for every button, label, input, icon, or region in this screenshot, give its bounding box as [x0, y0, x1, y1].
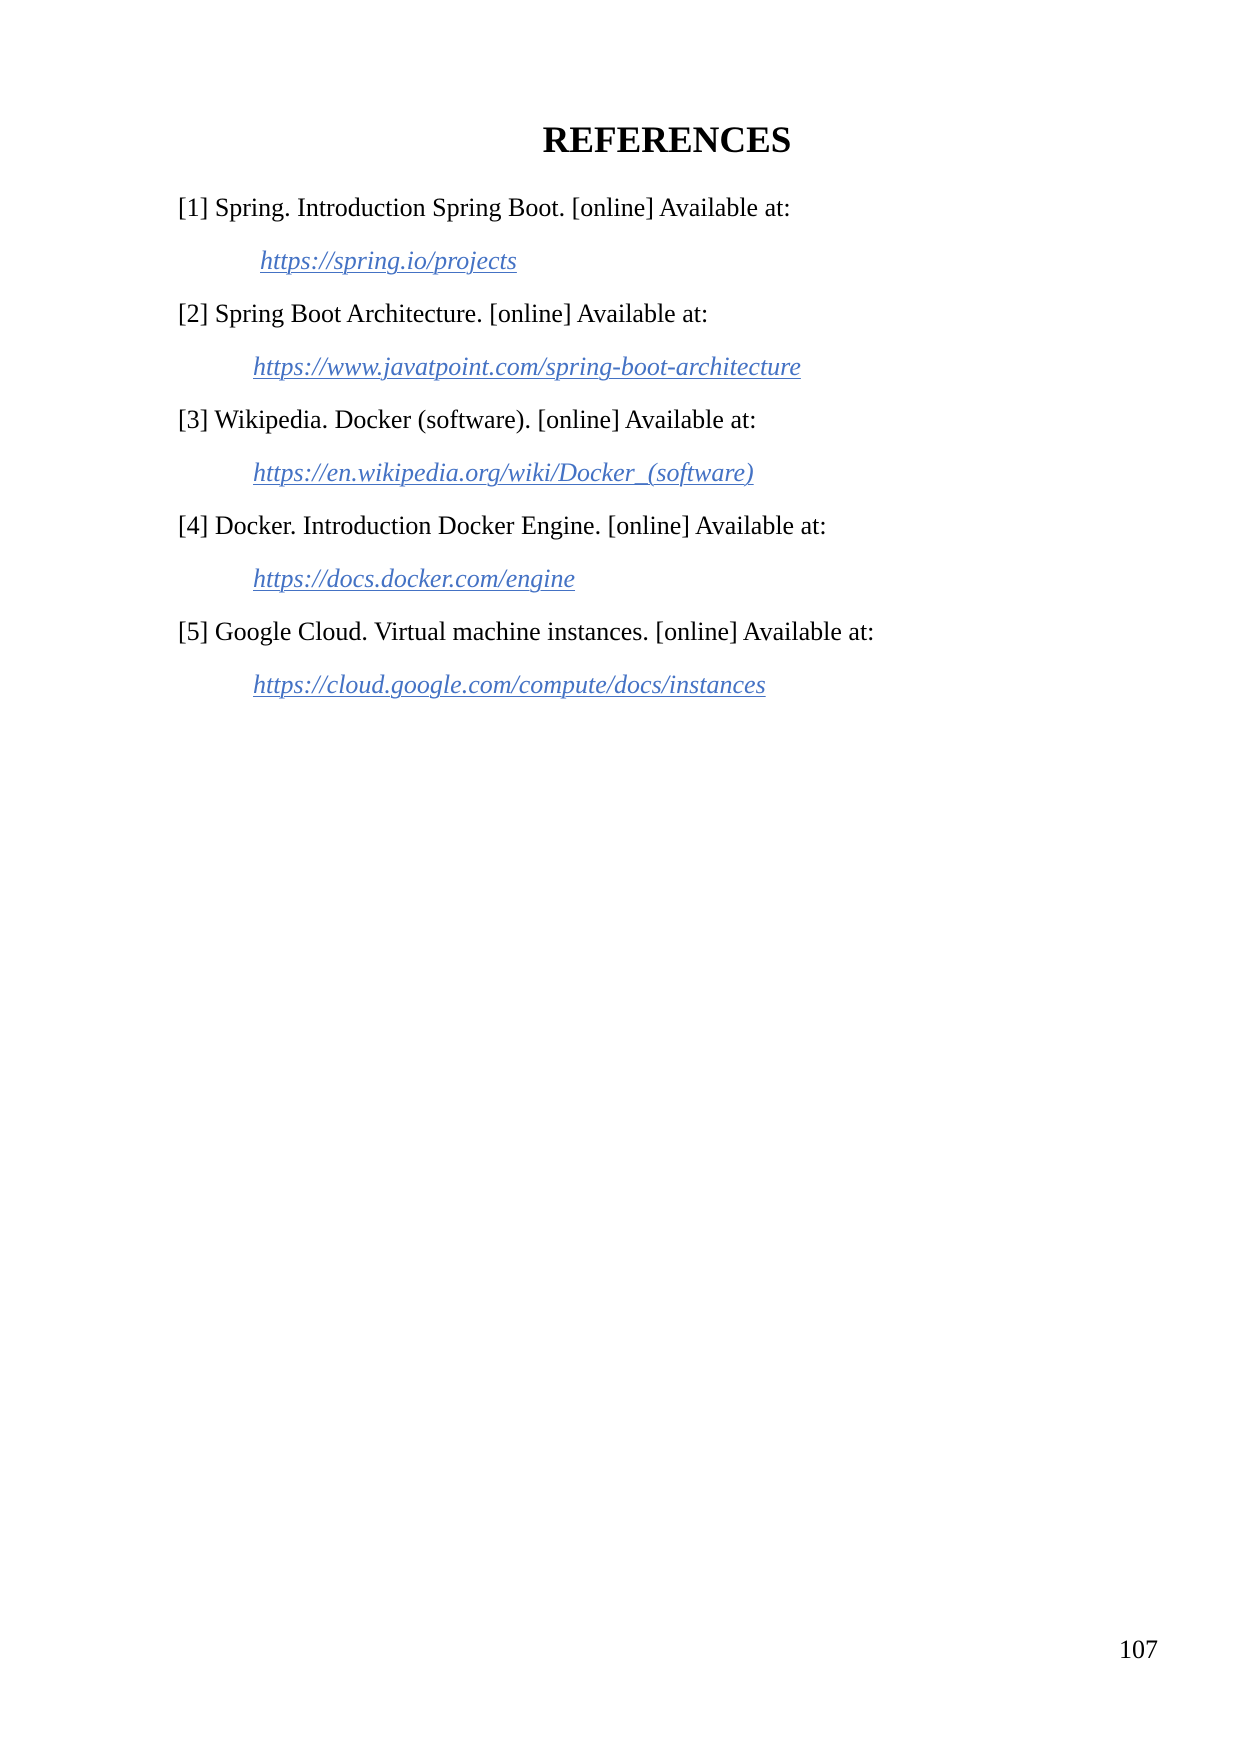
- page-number: 107: [1119, 1635, 1158, 1664]
- reference-item-4: [178, 500, 1178, 606]
- reference-text: [4] Docker. Introduction Docker Engine. [online] Available at:: [178, 511, 827, 540]
- reference-item-5: [178, 606, 1178, 712]
- reference-text: [5] Google Cloud. Virtual machine instances. [online] Available at:: [178, 617, 875, 646]
- reference-link-line: [178, 447, 1178, 500]
- reference-item-2: [178, 288, 1178, 394]
- page-title: REFERENCES: [542, 120, 792, 161]
- reference-link[interactable]: https://www.javatpoint.com/spring-boot-architecture: [253, 352, 801, 381]
- reference-link-line: [178, 235, 1178, 288]
- reference-link-line: [178, 341, 1178, 394]
- reference-link[interactable]: https://en.wikipedia.org/wiki/Docker_(software): [253, 458, 754, 487]
- reference-link[interactable]: https://cloud.google.com/compute/docs/instances: [253, 670, 766, 699]
- reference-link-line: [178, 659, 1178, 712]
- reference-link[interactable]: https://docs.docker.com/engine: [253, 564, 576, 593]
- reference-list: [178, 182, 1178, 712]
- reference-text: [2] Spring Boot Architecture. [online] Available at:: [178, 299, 709, 328]
- reference-link[interactable]: https://spring.io/projects: [260, 246, 517, 275]
- reference-text: [1] Spring. Introduction Spring Boot. [online] Available at:: [178, 193, 791, 222]
- reference-item-1: [178, 182, 1178, 288]
- reference-link-line: [178, 553, 1178, 606]
- reference-item-3: [178, 394, 1178, 500]
- reference-text: [3] Wikipedia. Docker (software). [online] Available at:: [178, 405, 757, 434]
